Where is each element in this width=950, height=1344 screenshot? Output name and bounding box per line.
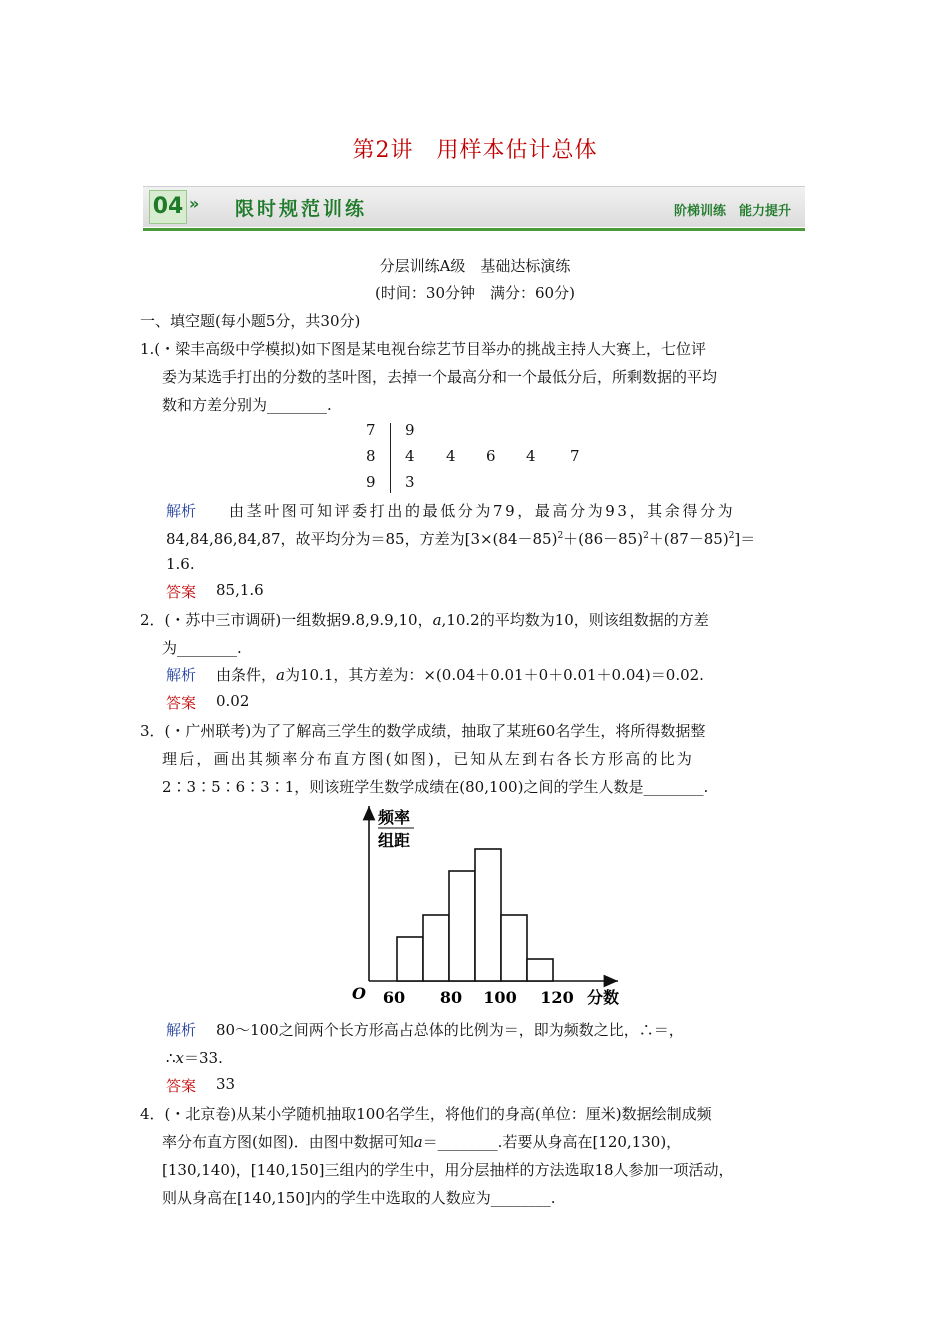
superscript: 2 bbox=[643, 531, 649, 541]
ylabel-top: 频率 bbox=[378, 808, 411, 827]
q3-line2: 理后，画出其频率分布直方图(如图)，已知从左到右各长方形高的比为 bbox=[162, 750, 695, 768]
time-line: (时间：30分钟 满分：60分) bbox=[375, 284, 575, 302]
leaf: 4 bbox=[446, 447, 456, 465]
histogram-bar bbox=[501, 915, 527, 981]
subtitle: 分层训练A级 基础达标演练 bbox=[379, 257, 571, 275]
q1-sol-part: ＋(87－85) bbox=[648, 530, 729, 548]
q4-line3: [130,140)，[140,150]三组内的学生中，用分层抽样的方法选取18人参加一项活动， bbox=[162, 1161, 734, 1179]
q3-line3: 2∶3∶5∶6∶3∶1，则该班学生数学成绩在(80,100)之间的学生人数是________. bbox=[162, 778, 709, 796]
superscript: 2 bbox=[557, 531, 564, 541]
q2-text: ,10.2的平均数为10，则该组数据的方差 bbox=[441, 611, 709, 629]
page-title: 第2讲 用样本估计总体 bbox=[352, 138, 598, 163]
stem: 7 bbox=[366, 421, 376, 439]
q3-solution-line2 bbox=[166, 1047, 223, 1068]
q1-sol-part: ＋(86－85) bbox=[563, 530, 644, 548]
q2-variable: a bbox=[432, 611, 442, 629]
banner-underline bbox=[143, 228, 805, 231]
q1-solution-line3: 1.6. bbox=[166, 555, 195, 573]
histogram-bar bbox=[449, 871, 475, 981]
x-tick-label: 80 bbox=[439, 988, 463, 1007]
q2-solution-label: 解析 bbox=[166, 666, 197, 684]
q1-line3: 数和方差分别为________. bbox=[162, 396, 332, 414]
q3-sol-part: ∴ bbox=[166, 1049, 176, 1067]
banner-title: 限时规范训练 bbox=[235, 198, 368, 220]
q2-line2: 为________. bbox=[162, 639, 242, 657]
q2-sol-part: 由条件， bbox=[216, 666, 277, 684]
q1-solution-line1: 由茎叶图可知评委打出的最低分为79，最高分为93，其余得分为 bbox=[229, 502, 736, 520]
leaf: 4 bbox=[405, 447, 415, 465]
banner-right-text: 阶梯训练 能力提升 bbox=[673, 204, 791, 219]
x-tick-label: 60 bbox=[382, 988, 406, 1007]
q2-line1 bbox=[140, 609, 709, 630]
q1-sol-part: 84,84,86,84,87，故平均分为＝85，方差为[3×(84－85) bbox=[166, 530, 558, 548]
stem: 8 bbox=[366, 447, 376, 465]
histogram-chart bbox=[340, 800, 640, 1015]
q1-solution-line2 bbox=[166, 528, 755, 549]
q2-sol-part: 为10.1，其方差为：×(0.04＋0.01＋0＋0.01＋0.04)＝0.02. bbox=[284, 666, 704, 684]
q1-solution-label: 解析 bbox=[166, 502, 197, 520]
q4-text: 率分布直方图(如图)．由图中数据可知 bbox=[162, 1133, 414, 1151]
q1-answer-label: 答案 bbox=[166, 583, 197, 601]
q4-line2 bbox=[162, 1131, 681, 1152]
q1-line1: 1.(・梁丰高级中学模拟)如下图是某电视台综艺节目举办的挑战主持人大赛上，七位评 bbox=[140, 340, 707, 358]
histogram-bar bbox=[527, 959, 553, 981]
section-banner bbox=[143, 186, 805, 230]
ylabel-bottom: 组距 bbox=[378, 831, 411, 850]
q4-variable: a bbox=[413, 1133, 423, 1151]
x-tick-label: 100 bbox=[483, 988, 517, 1007]
leaf: 7 bbox=[570, 447, 580, 465]
q3-solution-line1: 80～100之间两个长方形高占总体的比例为＝，即为频数之比，∴＝， bbox=[216, 1021, 684, 1039]
q3-line1: 3．(・广州联考)为了了解高三学生的数学成绩，抽取了某班60名学生，将所得数据整 bbox=[140, 722, 706, 740]
leaf: 4 bbox=[526, 447, 536, 465]
chevron-icon: » bbox=[189, 194, 200, 213]
x-tick-label: 120 bbox=[540, 988, 574, 1007]
q3-answer-label: 答案 bbox=[166, 1077, 197, 1095]
q2-answer: 0.02 bbox=[216, 692, 250, 710]
q1-answer: 85,1.6 bbox=[216, 581, 264, 599]
leaf: 6 bbox=[486, 447, 496, 465]
q2-text: 2．(・苏中三市调研)一组数据9.8,9.9,10， bbox=[140, 611, 433, 629]
stem-divider bbox=[390, 423, 391, 493]
q1-sol-part: ]＝ bbox=[734, 530, 756, 548]
histogram-bar bbox=[475, 849, 501, 981]
superscript: 2 bbox=[728, 531, 735, 541]
q1-line2: 委为某选手打出的分数的茎叶图，去掉一个最高分和一个最低分后，所剩数据的平均 bbox=[162, 368, 718, 386]
leaf: 9 bbox=[405, 421, 415, 439]
xlabel: 分数 bbox=[586, 988, 620, 1007]
section-heading: 一、填空题(每小题5分，共30分) bbox=[140, 312, 361, 330]
stem: 9 bbox=[366, 473, 376, 491]
histogram-bar bbox=[397, 937, 423, 981]
q3-sol-part: ＝33. bbox=[184, 1049, 223, 1067]
q4-text: ＝________.若要从身高在[120,130)， bbox=[422, 1133, 682, 1151]
q4-line4: 则从身高在[140,150]内的学生中选取的人数应为________. bbox=[162, 1189, 556, 1207]
banner-number: 04 bbox=[149, 190, 187, 224]
histogram-bar bbox=[423, 915, 449, 981]
leaf: 3 bbox=[405, 473, 415, 491]
q3-answer: 33 bbox=[216, 1075, 236, 1093]
q3-variable: x bbox=[175, 1049, 185, 1067]
q2-solution bbox=[216, 664, 704, 685]
q2-variable: a bbox=[276, 666, 285, 684]
origin-label: O bbox=[352, 984, 366, 1003]
q3-solution-label: 解析 bbox=[166, 1021, 197, 1039]
q4-line1: 4．(・北京卷)从某小学随机抽取100名学生，将他们的身高(单位：厘米)数据绘制成频 bbox=[140, 1105, 712, 1123]
q2-answer-label: 答案 bbox=[166, 694, 197, 712]
